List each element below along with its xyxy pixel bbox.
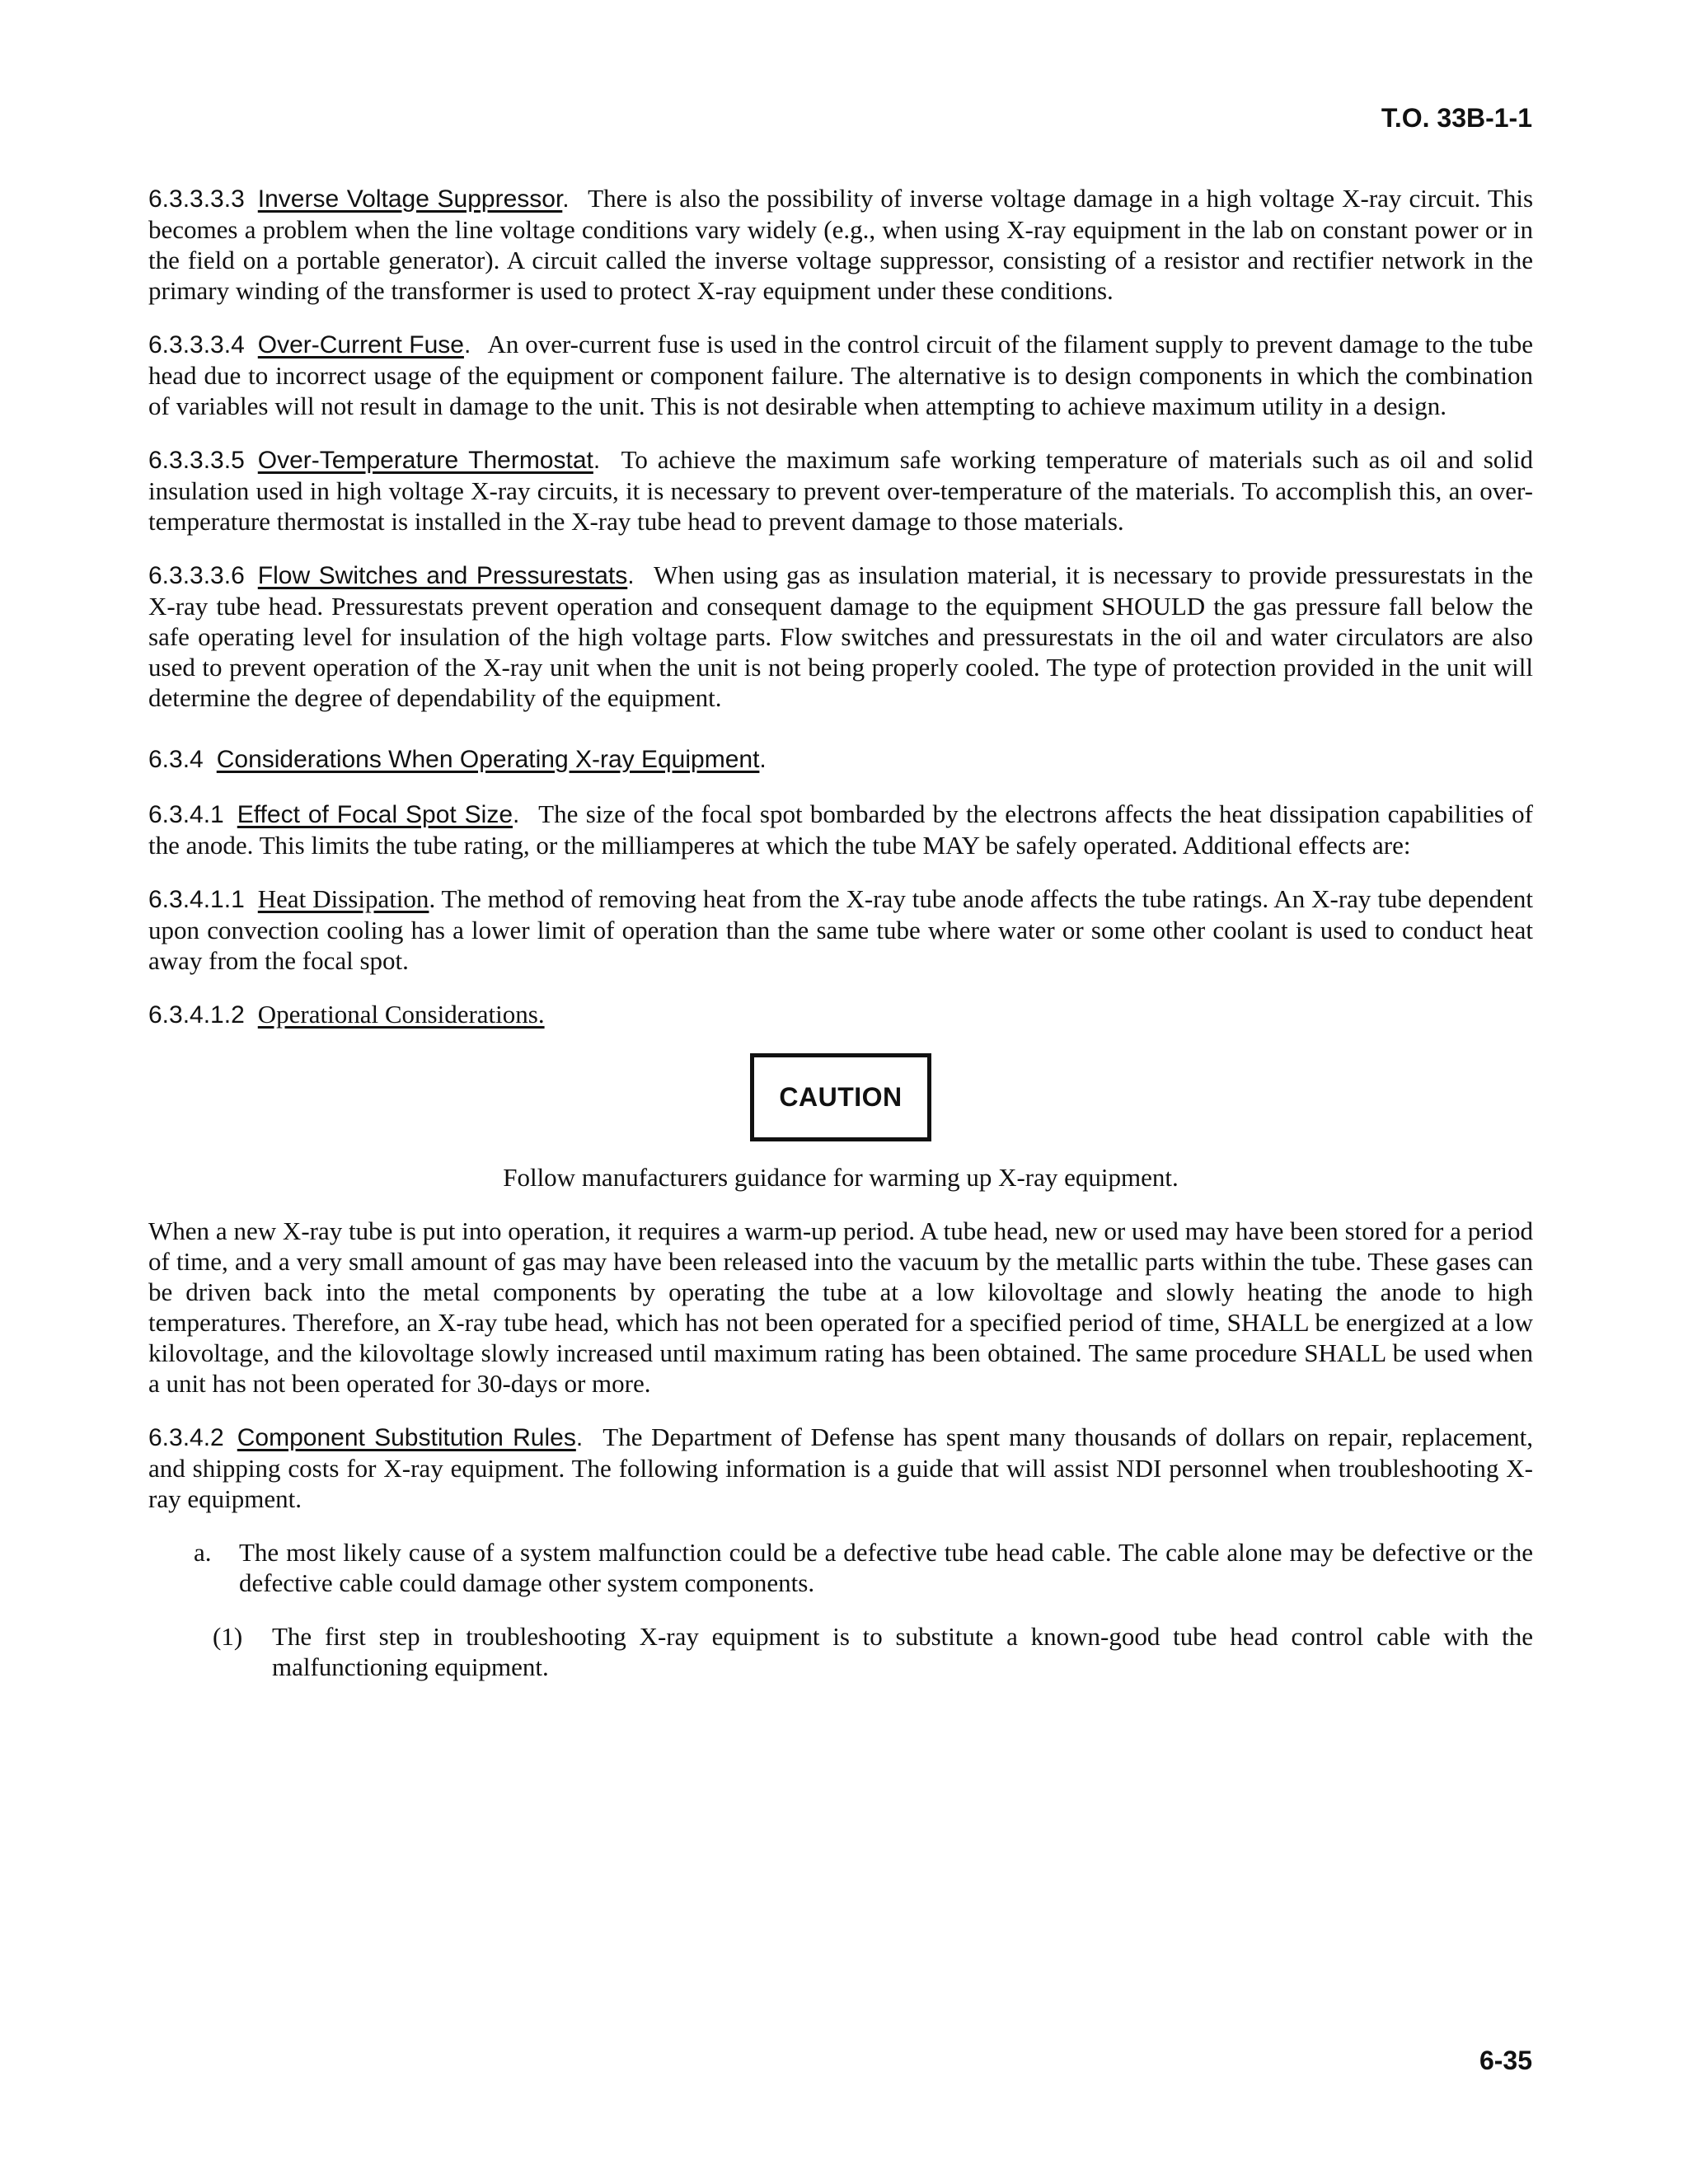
section-flow-switches xyxy=(148,560,1533,713)
warmup-paragraph: When a new X-ray tube is put into operation, it requires a warm-up period. A tube head, new or used may have been stored for a period of time, and a very small amount of gas may have been released into the vacuum by the metallic parts within the tube. These gases can be driven back into the metal components by operating the tube at a low kilovoltage and slowly heating the anode to high temperatures. Therefore, an X-ray tube head, which has not been operated for a specified period of time, SHALL be energized at a low kilovoltage, and the kilovoltage slowly increased until maximum rating has been obtained. The same procedure SHALL be used when a unit has not been operated for 30-days or more. xyxy=(148,1216,1533,1398)
title-period: . xyxy=(562,185,570,213)
section-number: 6.3.3.3.5 xyxy=(148,447,245,474)
section-number: 6.3.4 xyxy=(148,746,204,773)
section-focal-spot-size xyxy=(148,799,1533,860)
section-over-current-fuse xyxy=(148,329,1533,421)
section-title: Effect of Focal Spot Size xyxy=(237,801,513,828)
section-over-temperature-thermostat xyxy=(148,444,1533,537)
section-title: Heat Dissipation xyxy=(257,884,429,913)
document-body xyxy=(148,183,1533,1705)
section-text: To achieve the maximum safe working temperature of materials such as oil and solid insulation used in high voltage X-ray circuits, it is necessary to prevent over-temperature of the materials. To accomplish this, an over-temperature thermostat is installed in the X-ray tube head to prevent damage to those materials. xyxy=(148,445,1533,536)
page-number: 6-35 xyxy=(1479,2046,1532,2075)
list-marker: a. xyxy=(194,1538,212,1567)
section-number: 6.3.4.2 xyxy=(148,1424,224,1451)
section-text: The size of the focal spot bombarded by the electrons affects the heat dissipation capabilities of the anode. This limits the tube rating, or the milliamperes at which the tube MAY be safely operated. Additional effects are: xyxy=(148,799,1533,860)
section-text: An over-current fuse is used in the control circuit of the filament supply to prevent damage to the tube head due to incorrect usage of the equipment or component failure. The alternative is to design components in which the combination of variables will not result in damage to the unit. This is not desirable when attempting to achieve maximum utility in a design. xyxy=(148,330,1533,420)
section-title: Operational Considerations. xyxy=(257,1000,545,1029)
list-item-text: The most likely cause of a system malfunction could be a defective tube head cable. The cable alone may be defective or the defective cable could damage other system components. xyxy=(239,1538,1533,1597)
section-text: When using gas as insulation material, it is necessary to provide pressurestats in the X-ray tube head. Pressurestats prevent operation and consequent damage to the equipment SHOULD the gas pressure fall below the safe operating level for insulation of the high voltage parts. Flow switches and pressurestats in the oil and water circulators are also used to prevent operation of the X-ray unit when the unit is not being properly cooled. The type of protection provided in the unit will determine the degree of dependability of the equipment. xyxy=(148,560,1533,712)
list-item-text: The first step in troubleshooting X-ray equipment is to substitute a known-good tube head control cable with the malfunctioning equipment. xyxy=(272,1622,1533,1681)
list-item-1 xyxy=(148,1621,1533,1682)
section-title: Inverse Voltage Suppressor xyxy=(257,185,563,213)
section-text: The Department of Defense has spent many thousands of dollars on repair, replacement, and shipping costs for X-ray equipment. The following information is a guide that will assist NDI personnel when troubleshooting X-ray equipment. xyxy=(148,1422,1533,1513)
caution-text: Follow manufacturers guidance for warming up X-ray equipment. xyxy=(503,1163,1179,1192)
section-heat-dissipation xyxy=(148,883,1533,976)
caution-block xyxy=(148,1053,1533,1141)
section-title: Over-Current Fuse xyxy=(257,331,464,359)
section-title: Considerations When Operating X-ray Equipment xyxy=(216,746,760,773)
title-period: . xyxy=(513,801,520,828)
section-number: 6.3.3.3.4 xyxy=(148,331,245,359)
section-number: 6.3.3.3.3 xyxy=(148,185,245,213)
section-number: 6.3.4.1.1 xyxy=(148,886,245,913)
section-number: 6.3.3.3.6 xyxy=(148,562,245,589)
list-item-a xyxy=(148,1537,1533,1598)
title-period: . xyxy=(575,1424,584,1451)
section-component-substitution xyxy=(148,1422,1533,1514)
section-considerations-heading xyxy=(148,746,1533,774)
title-period: . xyxy=(463,331,471,359)
section-operational-considerations xyxy=(148,999,1533,1030)
title-period: . xyxy=(759,746,767,773)
section-number: 6.3.4.1 xyxy=(148,801,224,828)
section-title: Flow Switches and Pressurestats xyxy=(257,562,628,589)
list-marker: (1) xyxy=(213,1622,243,1651)
section-inverse-voltage-suppressor xyxy=(148,183,1533,306)
section-number: 6.3.4.1.2 xyxy=(148,1001,245,1029)
section-title: Over-Temperature Thermostat xyxy=(257,447,593,474)
title-period: . xyxy=(627,562,635,589)
section-text: There is also the possibility of inverse voltage damage in a high voltage X-ray circuit. This becomes a problem when the line voltage conditions vary widely (e.g., when using X-ray equipment in the lab on constant power or in the field on a portable generator). A circuit called the inverse voltage suppressor, consisting of a resistor and rectifier network in the primary winding of the transformer is used to protect X-ray equipment under these conditions. xyxy=(148,184,1534,305)
title-period: . xyxy=(429,884,436,913)
title-period: . xyxy=(593,447,601,474)
document-id-header: T.O. 33B-1-1 xyxy=(1381,103,1532,133)
caution-label: CAUTION xyxy=(750,1053,931,1141)
section-text: The method of removing heat from the X-ray tube anode affects the tube ratings. An X-ray tube dependent upon convection cooling has a lower limit of operation than the same tube where water or some other coolant is used to conduct heat away from the focal spot. xyxy=(148,884,1533,975)
section-title: Component Substitution Rules xyxy=(237,1424,576,1451)
